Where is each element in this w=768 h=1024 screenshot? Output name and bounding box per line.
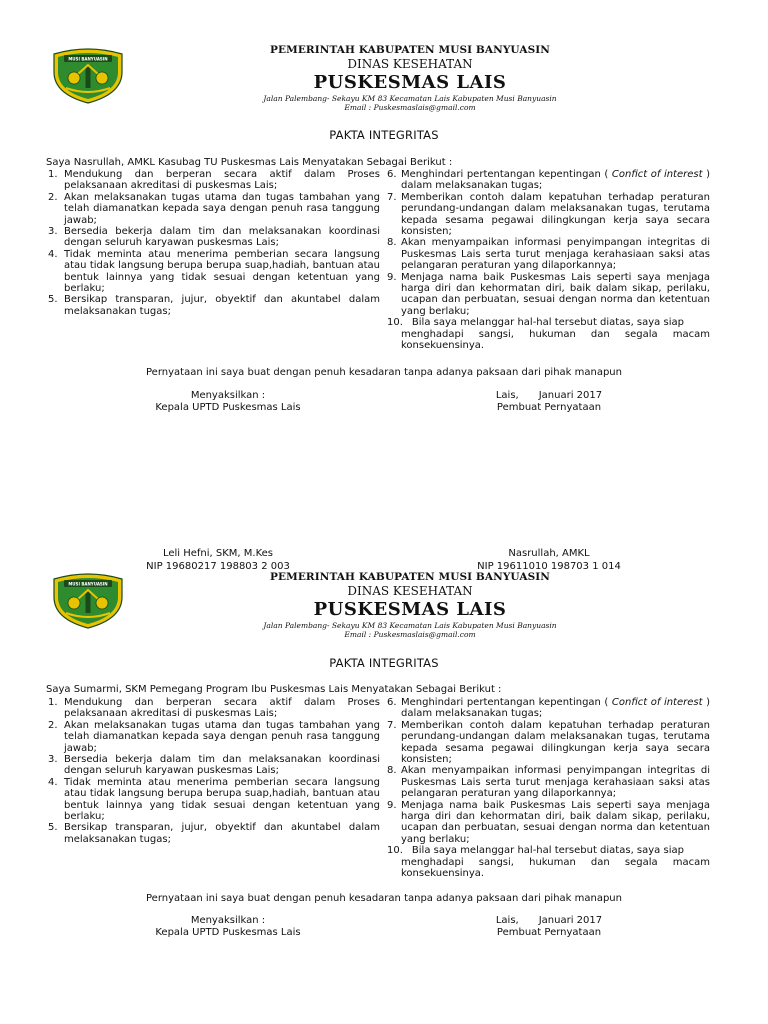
list-item: 2. Akan melaksanakan tugas utama dan tugas tambahan yang telah diamanatkan kepada saya dengan penuh rasa tanggung jawab; [48,719,380,754]
list-item: 7. Memberikan contoh dalam kepatuhan terhadap peraturan perundang-undangan dalam melaksanakan tugas, terutama kepada sesama pegawai dilingkungan kerja saya secara konsisten; [387,719,710,766]
list-item: 6. Menghindari pertentangan kepentingan ( Confict of interest ) dalam melaksanakan tugas; [387,697,710,720]
letterhead-address: Jalan Palembang- Sekayu KM 83 Kecamatan Lais Kabupaten Musi Banyuasin [263,94,557,103]
list-item: 2. Akan melaksanakan tugas utama dan tugas tambahan yang telah diamanatkan kepada saya dengan penuh rasa tanggung jawab; [48,191,380,226]
list-item: 10. Bila saya melanggar hal-hal tersebut diatas, saya siap menghadapi sangsi, hukuman dan segala macam konsekuensinya. [387,845,710,880]
closing-statement: Pernyataan ini saya buat dengan penuh kesadaran tanpa adanya paksaan dari pihak manapun [146,893,622,904]
list-item: 1. Mendukung dan berperan secara aktif dalam Proses pelaksanaan akreditasi di puskesmas Lais; [48,697,380,720]
place-date: Lais, Januari 2017 [495,390,603,401]
document-title: PAKTA INTEGRITAS [329,656,439,670]
list-item: 5. Bersikap transparan, jujur, obyektif dan akuntabel dalam melaksanakan tugas; [48,294,380,317]
integrity-list-right [387,697,710,880]
list-item: 3. Bersedia bekerja dalam tim dan melaksanakan koordinasi dengan seluruh karyawan puskesmas Lais; [48,226,380,249]
declarant-position: Pembuat Pernyataan [496,402,602,413]
witness-nip: NIP 19680217 198803 2 003 [146,561,290,572]
list-item: 10. Bila saya melanggar hal-hal tersebut diatas, saya siap menghadapi sangsi, hukuman dan segala macam konsekuensinya. [387,317,710,352]
witness-block [130,390,326,414]
declarant-nip: NIP 19611010 198703 1 014 [477,561,621,572]
letterhead-address: Jalan Palembang- Sekayu KM 83 Kecamatan Lais Kabupaten Musi Banyuasin [263,621,557,630]
document-title: PAKTA INTEGRITAS [329,128,439,142]
list-item: 9. Menjaga nama baik Puskesmas Lais seperti saya menjaga harga diri dan kehormatan diri, baik dalam sikap, perilaku, ucapan dan perbuatan, sesuai dengan norma dan ketentuan yang berlaku; [387,271,710,317]
letterhead [150,571,670,639]
list-item: 8. Akan menyampaikan informasi penyimpangan integritas di Puskesmas Lais serta turut menjaga kerahasiaan saksi atas pelangaran peraturan yang dilaporkannya; [387,765,710,800]
list-item: 6. Menghindari pertentangan kepentingan ( Confict of interest ) dalam melaksanakan tugas; [387,169,710,192]
letterhead-department: DINAS KESEHATAN [347,584,473,598]
witness-position: Kepala UPTD Puskesmas Lais [155,927,301,938]
witness-block [130,915,326,939]
declarant-block [455,915,643,939]
letterhead [150,44,670,112]
witness-label: Menyaksilkan : [190,915,266,926]
witness-name: Leli Hefni, SKM, M.Kes [162,548,274,559]
witness-position: Kepala UPTD Puskesmas Lais [155,402,301,413]
intro-statement: Saya Sumarmi, SKM Pemegang Program Ibu Puskesmas Lais Menyatakan Sebagai Berikut : [46,684,502,695]
intro-statement: Saya Nasrullah, AMKL Kasubag TU Puskesmas Lais Menyatakan Sebagai Berikut : [46,157,453,168]
letterhead-government: PEMERINTAH KABUPATEN MUSI BANYUASIN [270,571,550,583]
integrity-list-right [387,169,710,352]
witness-label: Menyaksilkan : [190,390,266,401]
integrity-list-left [48,697,380,845]
list-item: 1. Mendukung dan berperan secara aktif dalam Proses pelaksanaan akreditasi di puskesmas Lais; [48,169,380,192]
list-item: 9. Menjaga nama baik Puskesmas Lais seperti saya menjaga harga diri dan kehormatan diri, baik dalam sikap, perilaku, ucapan dan perbuatan, sesuai dengan norma dan ketentuan yang berlaku; [387,799,710,845]
declarant-name: Nasrullah, AMKL [508,548,590,559]
letterhead-department: DINAS KESEHATAN [347,57,473,71]
letterhead-email: Email : Puskesmaslais@gmail.com [344,103,476,112]
list-item: 8. Akan menyampaikan informasi penyimpangan integritas di Puskesmas Lais serta turut menjaga kerahasiaan saksi atas pelangaran peraturan yang dilaporkannya; [387,237,710,272]
list-item: 7. Memberikan contoh dalam kepatuhan terhadap peraturan perundang-undangan dalam melaksanakan tugas, terutama kepada sesama pegawai dilingkungan kerja saya secara konsisten; [387,191,710,238]
musi-banyuasin-logo [48,571,128,629]
list-item: 5. Bersikap transparan, jujur, obyektif dan akuntabel dalam melaksanakan tugas; [48,822,380,845]
declarant-block [455,390,643,414]
letterhead-government: PEMERINTAH KABUPATEN MUSI BANYUASIN [270,44,550,56]
integrity-list-left [48,169,380,317]
list-item: 4. Tidak meminta atau menerima pemberian secara langsung atau tidak langsung berupa berupa suap,hadiah, bantuan atau bentuk lainnya yang tidak sesuai dengan ketentuan yang berlaku; [48,248,380,295]
letterhead-institution: PUSKESMAS LAIS [313,72,507,93]
logo-text: MUSI BANYUASIN [68,56,108,62]
closing-statement: Pernyataan ini saya buat dengan penuh kesadaran tanpa adanya paksaan dari pihak manapun [146,367,622,378]
list-item: 3. Bersedia bekerja dalam tim dan melaksanakan koordinasi dengan seluruh karyawan puskesmas Lais; [48,754,380,777]
musi-banyuasin-logo [48,46,128,104]
letterhead-email: Email : Puskesmaslais@gmail.com [344,630,476,639]
place-date: Lais, Januari 2017 [495,915,603,926]
list-item: 4. Tidak meminta atau menerima pemberian secara langsung atau tidak langsung berupa berupa suap,hadiah, bantuan atau bentuk lainnya yang tidak sesuai dengan ketentuan yang berlaku; [48,776,380,823]
letterhead-institution: PUSKESMAS LAIS [313,599,507,620]
logo-text: MUSI BANYUASIN [68,581,108,587]
declarant-position: Pembuat Pernyataan [496,927,602,938]
